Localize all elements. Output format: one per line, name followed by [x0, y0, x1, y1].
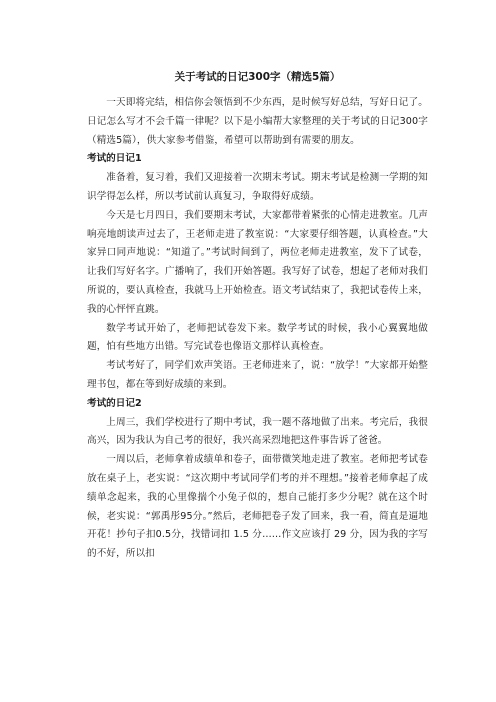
intro-paragraph: 一天即将完结，相信你会领悟到不少东西，是时候写好总结，写好日记了。日记怎么写才不会千篇一律呢？以下是小编帮大家整理的关于考试的日记300字（精选5篇），供大家参考借鉴，希望可以帮助到有需要的朋友。	[87, 97, 428, 146]
paragraph: 今天是七月四日，我们要期末考试，大家都带着紧张的心情走进教室。几声响亮地朗读声过去了，王老师走进了教室说：“大家要仔细答题，认真检查。”大家异口同声地说：“知道了。”考试时间到了，两位老师走进教室，发下了试卷，让我们写好名字。广播响了，我们开始答题。我写好了试卷，想起了老师对我们所说的，要认真检查，我就马上开始检查。语文考试结束了，我把试卷传上来，我的心怦怦直跳。	[87, 209, 428, 315]
paragraph: 数学考试开始了，老师把试卷发下来。数学考试的时候，我小心翼翼地做题，怕有些地方出错。写完试卷也像语文那样认真检查。	[87, 322, 428, 353]
document-title: 关于考试的日记300字（精选5篇）	[174, 71, 341, 83]
paragraph: 准备着，复习着，我们又迎接着一次期末考试。期末考试是检测一学期的知识学得怎么样，所以考试前认真复习，争取得好成绩。	[87, 172, 428, 202]
section-heading-2: 考试的日记2	[87, 397, 142, 409]
paragraph: 考试考好了，同学们欢声笑语。王老师进来了，说：“放学！”大家都开始整理书包，都在等到好成绩的来到。	[87, 360, 428, 390]
section-heading-1: 考试的日记1	[87, 153, 142, 165]
paragraph: 一周以后，老师拿着成绩单和卷子，面带微笑地走进了教室。老师把考试卷放在桌子上，老实说：“这次期中考试同学们考的并不理想。”接着老师拿起了成绩单念起来，我的心里像揣个小兔子似的，想自己能打多少分呢？就在这个时候，老实说：“郭禹彤95分。”然后，老师把卷子发了回来，我一看，简直是逼地开花！抄句子扣0.5分，找错词扣 1.5 分……作文应该打 29 分，因为我的字写的不好，所以扣	[87, 454, 428, 560]
paragraph: 上周三，我们学校进行了期中考试，我一题不落地做了出来。考完后，我很高兴，因为我认为自己考的很好，我兴高采烈地把这件事告诉了爸爸。	[87, 416, 428, 447]
